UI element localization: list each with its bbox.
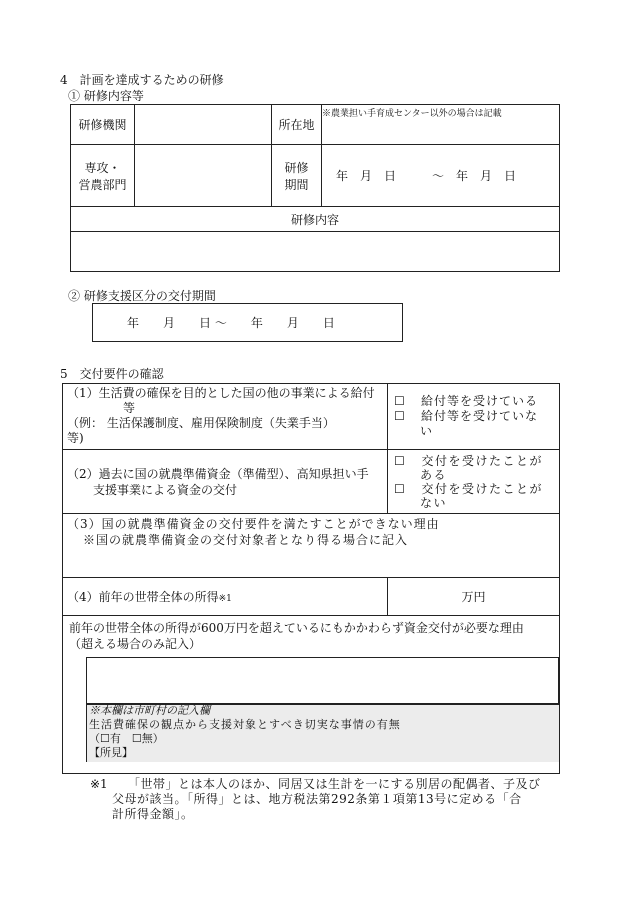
content-field[interactable]	[71, 232, 560, 272]
q2-option-1[interactable]	[394, 454, 553, 468]
footnote-line-2: 父母が該当。「所得」とは、地方税法第292条第１項第13号に定める「合	[112, 792, 522, 806]
checkbox-icon[interactable]: ☐	[394, 453, 407, 468]
location-field[interactable]	[322, 105, 560, 145]
municipal-question: 生活費確保の観点から支援対象とすべき切実な事情の有無	[89, 718, 401, 731]
q2-option-1-label: 交付を受けたことが	[421, 453, 544, 468]
q1-text-1: （1）生活費の確保を目的とした国の他の事業による給付	[67, 386, 375, 400]
location-note: ※農業担い手育成センター以外の場合は記載	[322, 109, 502, 119]
section-4-heading: 4 計画を達成するための研修	[60, 73, 224, 87]
q2-cell	[63, 450, 388, 514]
org-field[interactable]	[135, 105, 272, 145]
q4-income-field[interactable]: 万円	[388, 578, 560, 616]
q2-text-1: （2）過去に国の就農準備資金（準備型）、高知県担い手	[67, 466, 369, 481]
checkbox-icon[interactable]: ☐	[394, 481, 407, 496]
reason-text-1: 前年の世帯全体の所得が600万円を超えているにもかかわらず資金交付が必要な理由	[69, 621, 524, 635]
training-table	[70, 104, 560, 272]
period-label	[272, 145, 322, 207]
q3-text-2: ※国の就農準備資金の交付対象者となり得る場合に記入	[83, 533, 409, 547]
org-label: 研修機関	[71, 105, 135, 145]
q1-text-2: 等	[123, 401, 136, 415]
location-label: 所在地	[272, 105, 322, 145]
footnote-line-3: 計所得金額」。	[112, 807, 194, 821]
q4-label-cell	[63, 578, 388, 616]
q1-option-1-label: 給付等を受けている	[421, 394, 539, 408]
support-period-value: 年 月 日 ～ 年 月 日	[127, 316, 335, 330]
major-label-line2: 営農部門	[78, 177, 127, 192]
checkbox-icon[interactable]: ☐	[394, 394, 406, 408]
q1-text-3: （例： 生活保護制度、雇用保険制度（失業手当）	[67, 416, 335, 430]
major-label-line1: 専攻・	[84, 160, 121, 175]
q2-option-2-label: 交付を受けたことが	[421, 481, 544, 496]
q2-option-2-label-cont: ない	[420, 495, 448, 510]
q1-option-1[interactable]	[394, 394, 553, 409]
q1-option-2-label: 給付等を受けていな	[421, 409, 539, 423]
period-label-line1: 研修	[284, 160, 309, 175]
reason-input-box[interactable]	[86, 657, 559, 704]
reason-text-2: （超える場合のみ記入）	[69, 637, 202, 651]
q2-option-1-label-cont: ある	[420, 467, 448, 482]
footnote-line-1: 「世帯」とは本人のほか、同居又は生計を一にする別居の配偶者、子及び	[128, 777, 541, 791]
q3-text-1: （3）国の就農準備資金の交付要件を満たすことができない理由	[67, 517, 440, 531]
municipal-opinion: 【所見】	[89, 746, 133, 759]
q1-cell	[63, 384, 388, 450]
period-label-line2: 期間	[284, 177, 309, 192]
q1-option-2[interactable]	[394, 409, 553, 424]
municipal-options[interactable]: （☐有 ☐無）	[89, 732, 164, 745]
q1-option-2-label-cont: い	[420, 424, 434, 438]
q4-note: ※1	[218, 594, 232, 604]
checkbox-icon[interactable]: ☐	[394, 409, 406, 423]
support-period-subheading: ② 研修支援区分の交付期間	[68, 289, 216, 303]
q4-label: （4）前年の世帯全体の所得	[67, 590, 219, 604]
q2-option-2[interactable]	[394, 482, 553, 496]
q3-cell[interactable]	[63, 514, 560, 578]
municipal-note: ※本欄は市町村の記入欄	[89, 704, 210, 717]
major-label	[71, 145, 135, 207]
footnote-mark: ※1	[90, 777, 108, 791]
training-details-subheading: ① 研修内容等	[68, 89, 144, 103]
period-field[interactable]: 年 月 日 ～ 年 月 日	[322, 145, 560, 207]
q2-options	[388, 450, 560, 514]
major-field[interactable]	[135, 145, 272, 207]
q2-text-2: 支援事業による資金の交付	[93, 482, 238, 497]
q1-text-4: 等)	[67, 431, 84, 445]
content-label: 研修内容	[71, 207, 560, 232]
section-5-heading: 5 交付要件の確認	[60, 367, 164, 381]
municipal-box	[86, 704, 559, 762]
support-period-box[interactable]	[92, 303, 403, 342]
q1-options	[388, 384, 560, 450]
